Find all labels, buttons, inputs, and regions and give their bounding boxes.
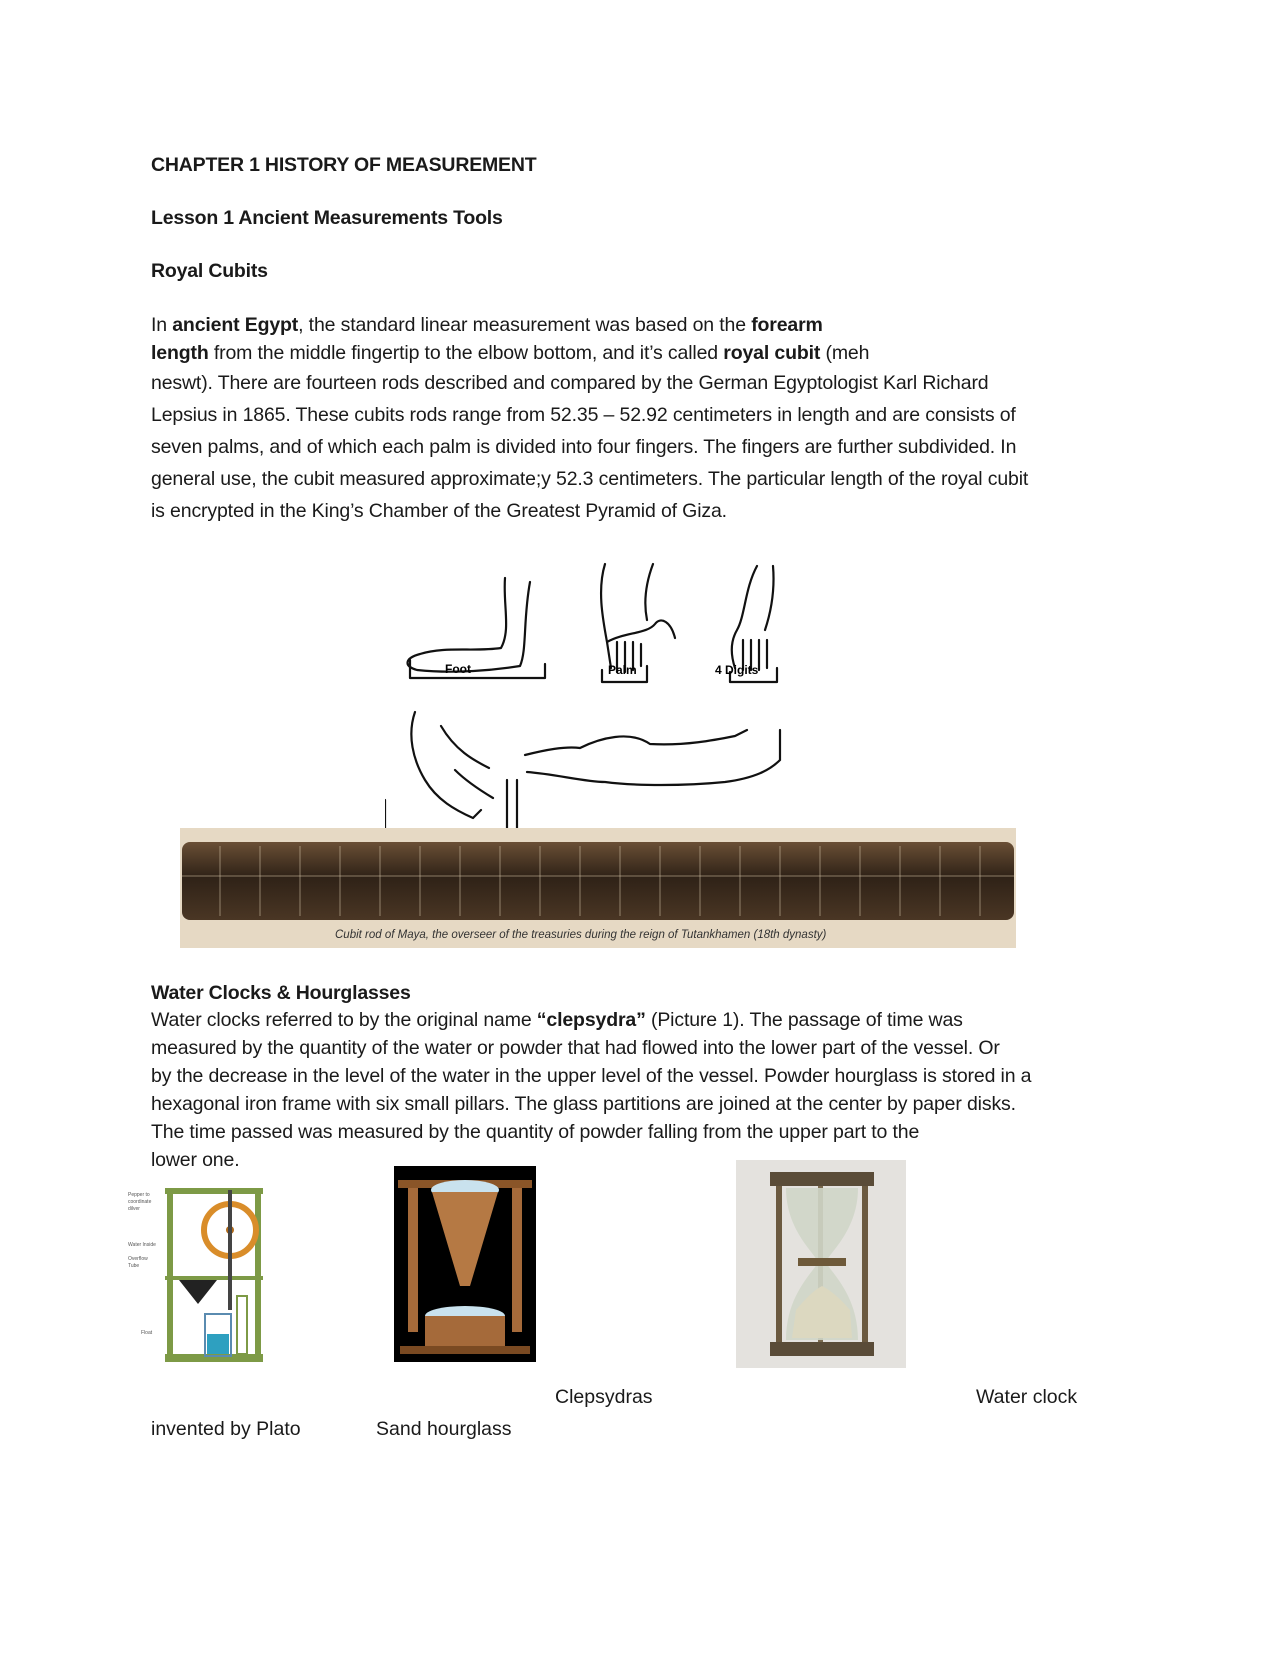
chapter-title: CHAPTER 1 HISTORY OF MEASUREMENT [151, 154, 537, 176]
paragraph-line: seven palms, and of which each palm is divided into four fingers. The fingers are further subdivided. In [151, 436, 1017, 458]
palm-drawing [601, 564, 675, 672]
svg-text:Water Inside: Water Inside [128, 1242, 156, 1248]
svg-text:Tube: Tube [128, 1263, 140, 1269]
paragraph-line: The time passed was measured by the quantity of powder falling from the upper part to the [151, 1121, 920, 1143]
plato-water-clock-image [127, 1184, 271, 1376]
svg-text:dilver: dilver [128, 1206, 140, 1212]
section-title-royal-cubits: Royal Cubits [151, 260, 268, 282]
foot-drawing [408, 578, 530, 672]
label-palm: Palm [608, 663, 637, 677]
section-title-water-clocks: Water Clocks & Hourglasses [151, 982, 411, 1004]
caption-clepsydras: Clepsydras [555, 1386, 653, 1408]
caption-sand-hourglass: Sand hourglass [376, 1418, 512, 1440]
caption-invented-by-plato: invented by Plato [151, 1418, 301, 1440]
paragraph-line: lower one. [151, 1149, 240, 1171]
sand-hourglass-image [736, 1160, 906, 1368]
paragraph-line: length from the middle fingertip to the elbow bottom, and it’s called royal cubit (meh [151, 342, 870, 364]
paragraph-line: Lepsius in 1865. These cubits rods range from 52.35 – 52.92 centimeters in length and are consists of [151, 404, 1016, 426]
cubit-rod-caption: Cubit rod of Maya, the overseer of the treasuries during the reign of Tutankhamen (18th dynasty) [335, 929, 827, 941]
royal-cubits-paragraph [151, 311, 1028, 527]
svg-text:Float: Float [141, 1330, 153, 1336]
digits-drawing [732, 566, 774, 670]
label-foot: Foot [445, 662, 471, 676]
label-4-digits: 4 Digits [715, 663, 759, 677]
paragraph-line: is encrypted in the King’s Chamber of the Greatest Pyramid of Giza. [151, 500, 727, 522]
svg-text:Pepper to: Pepper to [128, 1192, 150, 1198]
paragraph-line: general use, the cubit measured approximate;y 52.3 centimeters. The particular length of the royal cubit [151, 468, 1029, 490]
paragraph-line: measured by the quantity of the water or powder that had flowed into the lower part of the vessel. Or [151, 1037, 1000, 1059]
paragraph-line: neswt). There are fourteen rods described and compared by the German Egyptologist Karl Richard [151, 372, 989, 394]
forearm-drawing [525, 730, 780, 785]
caption-water-clock: Water clock [976, 1386, 1078, 1408]
paragraph-line: by the decrease in the level of the water in the upper level of the vessel. Powder hourglass is stored in a [151, 1065, 1032, 1087]
svg-text:Overflow: Overflow [128, 1256, 148, 1262]
paragraph-line: Water clocks referred to by the original name “clepsydra” (Picture 1). The passage of time was [151, 1009, 963, 1031]
water-clocks-paragraph [151, 1006, 1031, 1174]
paragraph-line: In ancient Egypt, the standard linear measurement was based on the forearm [151, 314, 823, 336]
hand-drawing [411, 712, 493, 818]
body-measurements-illustration [385, 560, 815, 828]
clepsydra-image [394, 1166, 536, 1362]
svg-text:coordinate: coordinate [128, 1199, 152, 1205]
paragraph-line: hexagonal iron frame with six small pillars. The glass partitions are joined at the center by paper disks. [151, 1093, 1016, 1115]
lesson-title: Lesson 1 Ancient Measurements Tools [151, 207, 503, 229]
cubit-rod-photo [180, 828, 1016, 948]
cubit-rod [182, 842, 1014, 920]
